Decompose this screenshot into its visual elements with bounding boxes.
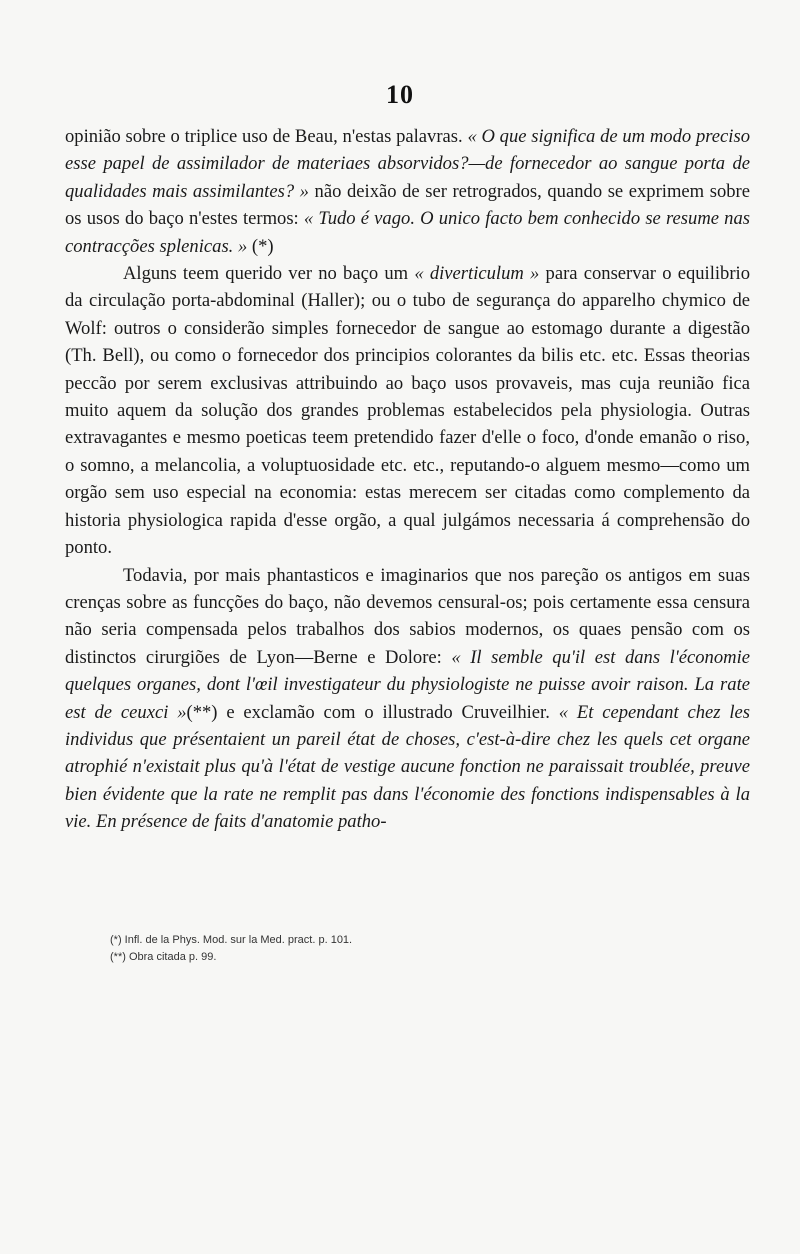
text-run: (*) (247, 235, 274, 257)
footnote: (*) Infl. de la Phys. Mod. sur la Med. pract. p. 101. (110, 934, 353, 946)
body-text (65, 123, 750, 836)
text-run: não deixão de ser retrogrados, quando se exprimem sobre os usos do baço n'estes termos: (65, 180, 750, 230)
italic-quote: « Tudo é vago. O unico facto bem conhecido se resume nas contracções splenicas. » (65, 208, 751, 257)
italic-quote: « Et cependant chez les individus que présentaient un pareil état de choses, c'est-à-dire chez les quels cet organe atrophié n'existait plus qu'à l'état de vestige aucune fonction ne paraissait troublée, preuve bien évidente que la rate ne remplit pas dans l'économie des fonctions indispensables à la vie. En présence de faits d'anatomie patho- (65, 701, 750, 833)
italic-quote: « O que significa de um modo preciso esse papel de assimilador de materiaes absorvidos?—de fornecedor ao sangue porta de qualidades mais assimilantes? » (65, 126, 750, 202)
paragraph (65, 562, 750, 836)
footnotes (110, 932, 510, 966)
paragraph (65, 260, 750, 561)
text-run: Todavia, por mais phantasticos e imaginarios que nos pareção os antigos em suas crenças sobre as funcções do baço, não devemos censural-os; pois certamente essa censura não seria compensada pelos trabalhos dos sabios modernos, os quaes pensão com os distinctos cirurgiões de Lyon—Berne e Dolore: (65, 564, 750, 668)
italic-quote: « diverticulum » (414, 263, 540, 285)
italic-quote: « Il semble qu'il est dans l'économie quelques organes, dont l'œil investigateur du physiologiste ne puisse avoir raison. La rate est de ceuxci » (65, 646, 750, 723)
paragraph (65, 123, 750, 260)
text-run: opinião sobre o triplice uso de Beau, n'estas palavras. (65, 126, 468, 147)
footnote: (**) Obra citada p. 99. (110, 951, 217, 963)
text-run: Alguns teem querido ver no baço um (123, 263, 415, 285)
page-number: 10 (386, 80, 414, 109)
text-run: para conservar o equilibrio da circulação porta-abdominal (Haller); ou o tubo de segurança do apparelho chymico de Wolf: outros o considerão simples fornecedor de sangue ao estomago durante a digestão (Th. Bell), ou como o fornecedor dos principios colorantes da bilis etc. etc. Essas theorias peccão por serem exclusivas attribuindo ao baço usos provaveis, mas cuja reunião fica muito aquem da solução dos grandes problemas estabelecidos pela physiologia. Outras extravagantes e mesmo poeticas teem pretendido fazer d'elle o foco, d'onde emanão o riso, o somno, a melancolia, a voluptuosidade etc. etc., reputando-o alguem mesmo—como um orgão sem uso especial na economia: estas merecem ser citadas como complemento da historia physiologica rapida d'esse orgão, a qual julgámos necessaria á comprehensão do ponto. (65, 263, 751, 559)
text-run: (**) e exclamão com o illustrado Cruveilhier. (186, 701, 559, 723)
